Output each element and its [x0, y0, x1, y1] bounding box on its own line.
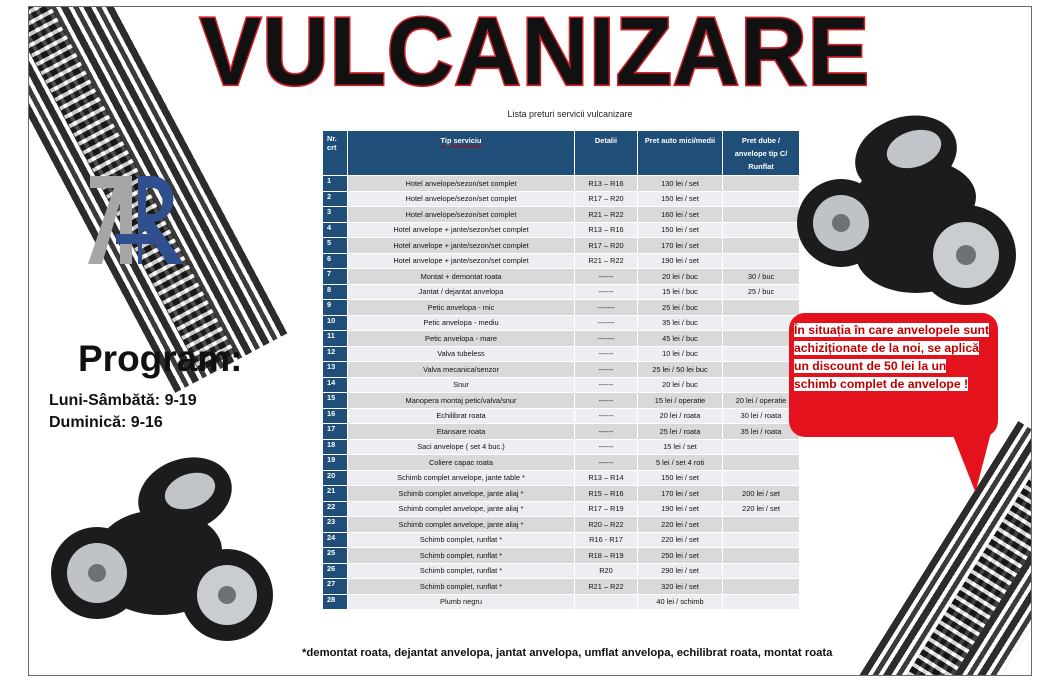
- cell-pret-dube: [723, 331, 800, 347]
- cell-tip-serviciu: Hotel anvelope/sezon/set complet: [348, 207, 575, 223]
- table-row: [323, 222, 800, 238]
- cell-detalii: -------: [575, 315, 638, 331]
- discount-callout: [789, 313, 998, 437]
- cell-pret-auto: 20 lei / roata: [638, 408, 723, 424]
- cell-detalii: R20: [575, 563, 638, 579]
- cell-pret-auto: 170 lei / set: [638, 238, 723, 254]
- cell-pret-auto: 20 lei / buc: [638, 269, 723, 285]
- cell-nr: 26: [323, 563, 348, 579]
- cell-pret-dube: [723, 346, 800, 362]
- table-row: [323, 269, 800, 285]
- cell-pret-auto: 160 lei / set: [638, 207, 723, 223]
- cell-nr: 24: [323, 532, 348, 548]
- cell-pret-auto: 45 lei / buc: [638, 331, 723, 347]
- cell-detalii: ------: [575, 269, 638, 285]
- header-tip-serviciu: Tip serviciu: [348, 131, 575, 176]
- cell-detalii: ------: [575, 393, 638, 409]
- cell-tip-serviciu: Saci anvelope ( set 4 buc.): [348, 439, 575, 455]
- cell-pret-dube: [723, 579, 800, 595]
- cell-pret-dube: [723, 191, 800, 207]
- cell-tip-serviciu: Schimb complet, runflat *: [348, 532, 575, 548]
- cell-detalii: ------: [575, 408, 638, 424]
- cell-pret-auto: 170 lei / set: [638, 486, 723, 502]
- cell-pret-dube: [723, 238, 800, 254]
- cell-pret-dube: [723, 548, 800, 564]
- table-row: [323, 238, 800, 254]
- cell-detalii: ------: [575, 424, 638, 440]
- cell-detalii: R15 – R16: [575, 486, 638, 502]
- table-row: [323, 207, 800, 223]
- tire-stack-icon: [45, 455, 280, 645]
- cell-pret-auto: 190 lei / set: [638, 501, 723, 517]
- cell-pret-dube: 25 / buc: [723, 284, 800, 300]
- cell-nr: 13: [323, 362, 348, 378]
- cell-pret-auto: 25 lei / roata: [638, 424, 723, 440]
- table-body: [323, 176, 800, 610]
- cell-nr: 4: [323, 222, 348, 238]
- table-row: [323, 439, 800, 455]
- cell-pret-auto: 150 lei / set: [638, 222, 723, 238]
- cell-pret-dube: 200 lei / set: [723, 486, 800, 502]
- cell-pret-dube: [723, 594, 800, 610]
- cell-pret-dube: [723, 176, 800, 192]
- cell-pret-dube: [723, 439, 800, 455]
- page-title: VULCANIZARE: [199, 0, 871, 106]
- cell-tip-serviciu: Etansare roata: [348, 424, 575, 440]
- table-row: [323, 315, 800, 331]
- cell-nr: 17: [323, 424, 348, 440]
- cell-nr: 15: [323, 393, 348, 409]
- cell-pret-dube: [723, 470, 800, 486]
- cell-pret-dube: [723, 532, 800, 548]
- cell-nr: 18: [323, 439, 348, 455]
- table-row: [323, 377, 800, 393]
- cell-pret-auto: 190 lei / set: [638, 253, 723, 269]
- cell-tip-serviciu: Plumb negru: [348, 594, 575, 610]
- cell-nr: 21: [323, 486, 348, 502]
- cell-pret-auto: 320 lei / set: [638, 579, 723, 595]
- cell-detalii: R17 – R20: [575, 191, 638, 207]
- cell-detalii: R20 – R22: [575, 517, 638, 533]
- table-row: [323, 393, 800, 409]
- table-row: [323, 470, 800, 486]
- footnote: *demontat roata, dejantat anvelopa, jantat anvelopa, umflat anvelopa, echilibrat roata, montat roata: [302, 647, 833, 659]
- tire-stack-icon: [796, 105, 1026, 310]
- table-row: [323, 176, 800, 192]
- table-row: [323, 300, 800, 316]
- table-row: [323, 424, 800, 440]
- cell-tip-serviciu: Schimb complet, runflat *: [348, 563, 575, 579]
- table-row: [323, 455, 800, 471]
- table-row: [323, 579, 800, 595]
- cell-detalii: ------: [575, 377, 638, 393]
- table-row: [323, 563, 800, 579]
- cell-detalii: R13 – R14: [575, 470, 638, 486]
- cell-pret-dube: 20 lei / operatie: [723, 393, 800, 409]
- cell-pret-dube: 35 lei / roata: [723, 424, 800, 440]
- cell-nr: 6: [323, 253, 348, 269]
- table-row: [323, 486, 800, 502]
- cell-tip-serviciu: Hotel anvelope + jante/sezon/set complet: [348, 253, 575, 269]
- cell-nr: 2: [323, 191, 348, 207]
- cell-pret-dube: 30 lei / roata: [723, 408, 800, 424]
- table-row: [323, 548, 800, 564]
- cell-pret-dube: 220 lei / set: [723, 501, 800, 517]
- cell-tip-serviciu: Schimb complet anvelope, jante table *: [348, 470, 575, 486]
- cell-pret-auto: 220 lei / set: [638, 532, 723, 548]
- cell-tip-serviciu: Schimb complet, runflat *: [348, 579, 575, 595]
- program-weekdays: Luni-Sâmbătă: 9-19: [49, 392, 197, 409]
- cell-detalii: R13 – R16: [575, 176, 638, 192]
- cell-pret-auto: 150 lei / set: [638, 191, 723, 207]
- table-row: [323, 346, 800, 362]
- cell-tip-serviciu: Montat + demontat roata: [348, 269, 575, 285]
- cell-pret-dube: [723, 207, 800, 223]
- cell-pret-auto: 25 lei / 50 lei buc: [638, 362, 723, 378]
- cell-pret-dube: [723, 377, 800, 393]
- cell-nr: 16: [323, 408, 348, 424]
- cell-pret-auto: 5 lei / set 4 roti: [638, 455, 723, 471]
- cell-nr: 9: [323, 300, 348, 316]
- cell-detalii: R16 - R17: [575, 532, 638, 548]
- cell-tip-serviciu: Coliere capac roata: [348, 455, 575, 471]
- cell-tip-serviciu: Hotel anvelope + jante/sezon/set complet: [348, 222, 575, 238]
- cell-pret-dube: 30 / buc: [723, 269, 800, 285]
- cell-pret-dube: [723, 362, 800, 378]
- ar-logo-icon: [86, 172, 186, 268]
- cell-nr: 22: [323, 501, 348, 517]
- cell-tip-serviciu: Echilibrat roata: [348, 408, 575, 424]
- cell-pret-dube: [723, 253, 800, 269]
- table-caption: Lista preturi servicii vulcanizare: [507, 109, 633, 119]
- cell-pret-dube: [723, 300, 800, 316]
- table-row: [323, 284, 800, 300]
- discount-text: În situația în care anvelopele sunt achiziționate de la noi, se aplică un discount de 50 lei la un schimb complet de anvelope !: [794, 323, 990, 391]
- cell-tip-serviciu: Valva mecanica/senzor: [348, 362, 575, 378]
- cell-detalii: ------: [575, 362, 638, 378]
- table-row: [323, 501, 800, 517]
- cell-detalii: ------: [575, 455, 638, 471]
- header-pret-auto: Pret auto mici/medii: [638, 131, 723, 176]
- cell-detalii: ------: [575, 346, 638, 362]
- cell-pret-auto: 15 lei / set: [638, 439, 723, 455]
- cell-pret-auto: 130 lei / set: [638, 176, 723, 192]
- table-row: [323, 253, 800, 269]
- cell-pret-auto: 250 lei / set: [638, 548, 723, 564]
- table-row: [323, 517, 800, 533]
- table-row: [323, 594, 800, 610]
- cell-detalii: R17 – R19: [575, 501, 638, 517]
- cell-detalii: ------: [575, 439, 638, 455]
- header-pret-dube: Pret dube / anvelope tip C/ Runflat: [723, 131, 800, 176]
- cell-tip-serviciu: Schimb complet, runflat *: [348, 548, 575, 564]
- cell-pret-auto: 150 lei / set: [638, 470, 723, 486]
- cell-pret-auto: 25 lei / buc: [638, 300, 723, 316]
- table-header-row: [323, 131, 800, 176]
- cell-pret-dube: [723, 517, 800, 533]
- cell-nr: 1: [323, 176, 348, 192]
- header-detalii: Detalii: [575, 131, 638, 176]
- cell-nr: 8: [323, 284, 348, 300]
- table-row: [323, 331, 800, 347]
- cell-pret-auto: 15 lei / buc: [638, 284, 723, 300]
- cell-detalii: R21 – R22: [575, 253, 638, 269]
- program-sunday: Duminică: 9-16: [49, 414, 163, 431]
- cell-tip-serviciu: Hotel anvelope/sezon/set complet: [348, 176, 575, 192]
- cell-detalii: -------: [575, 331, 638, 347]
- cell-tip-serviciu: Petic anvelopa - mic: [348, 300, 575, 316]
- cell-detalii: -------: [575, 300, 638, 316]
- cell-nr: 14: [323, 377, 348, 393]
- cell-detalii: ------: [575, 284, 638, 300]
- cell-nr: 23: [323, 517, 348, 533]
- cell-pret-auto: 15 lei / operatie: [638, 393, 723, 409]
- cell-detalii: [575, 594, 638, 610]
- program-title: Program:: [78, 338, 243, 379]
- cell-tip-serviciu: Jantat / dejantat anvelopa: [348, 284, 575, 300]
- table-row: [323, 191, 800, 207]
- cell-nr: 20: [323, 470, 348, 486]
- cell-tip-serviciu: Hotel anvelope + jante/sezon/set complet: [348, 238, 575, 254]
- table-row: [323, 362, 800, 378]
- cell-pret-dube: [723, 315, 800, 331]
- table-row: [323, 532, 800, 548]
- cell-nr: 25: [323, 548, 348, 564]
- cell-detalii: R13 – R16: [575, 222, 638, 238]
- cell-tip-serviciu: Manopera montaj petic/valva/snur: [348, 393, 575, 409]
- cell-nr: 5: [323, 238, 348, 254]
- cell-tip-serviciu: Snur: [348, 377, 575, 393]
- cell-detalii: R18 – R19: [575, 548, 638, 564]
- cell-tip-serviciu: Petic anvelopa - mare: [348, 331, 575, 347]
- cell-pret-dube: [723, 563, 800, 579]
- cell-nr: 12: [323, 346, 348, 362]
- cell-pret-auto: 220 lei / set: [638, 517, 723, 533]
- cell-nr: 19: [323, 455, 348, 471]
- cell-nr: 11: [323, 331, 348, 347]
- cell-pret-dube: [723, 222, 800, 238]
- cell-pret-dube: [723, 455, 800, 471]
- cell-pret-auto: 40 lei / schimb: [638, 594, 723, 610]
- cell-nr: 7: [323, 269, 348, 285]
- cell-nr: 28: [323, 594, 348, 610]
- price-table: [322, 130, 800, 610]
- cell-detalii: R21 – R22: [575, 207, 638, 223]
- cell-nr: 27: [323, 579, 348, 595]
- cell-nr: 3: [323, 207, 348, 223]
- cell-tip-serviciu: Valva tubeless: [348, 346, 575, 362]
- cell-pret-auto: 290 lei / set: [638, 563, 723, 579]
- cell-tip-serviciu: Hotel anvelope/sezon/set complet: [348, 191, 575, 207]
- cell-detalii: R21 – R22: [575, 579, 638, 595]
- cell-nr: 10: [323, 315, 348, 331]
- cell-pret-auto: 35 lei / buc: [638, 315, 723, 331]
- cell-tip-serviciu: Schimb complet anvelope, jante aliaj *: [348, 486, 575, 502]
- cell-tip-serviciu: Schimb complet anvelope, jante aliaj *: [348, 501, 575, 517]
- cell-pret-auto: 10 lei / buc: [638, 346, 723, 362]
- table-row: [323, 408, 800, 424]
- cell-tip-serviciu: Petic anvelopa - mediu: [348, 315, 575, 331]
- cell-detalii: R17 – R20: [575, 238, 638, 254]
- header-nr: Nr. crt: [323, 131, 348, 176]
- cell-pret-auto: 20 lei / buc: [638, 377, 723, 393]
- cell-tip-serviciu: Schimb complet anvelope, jante aliaj *: [348, 517, 575, 533]
